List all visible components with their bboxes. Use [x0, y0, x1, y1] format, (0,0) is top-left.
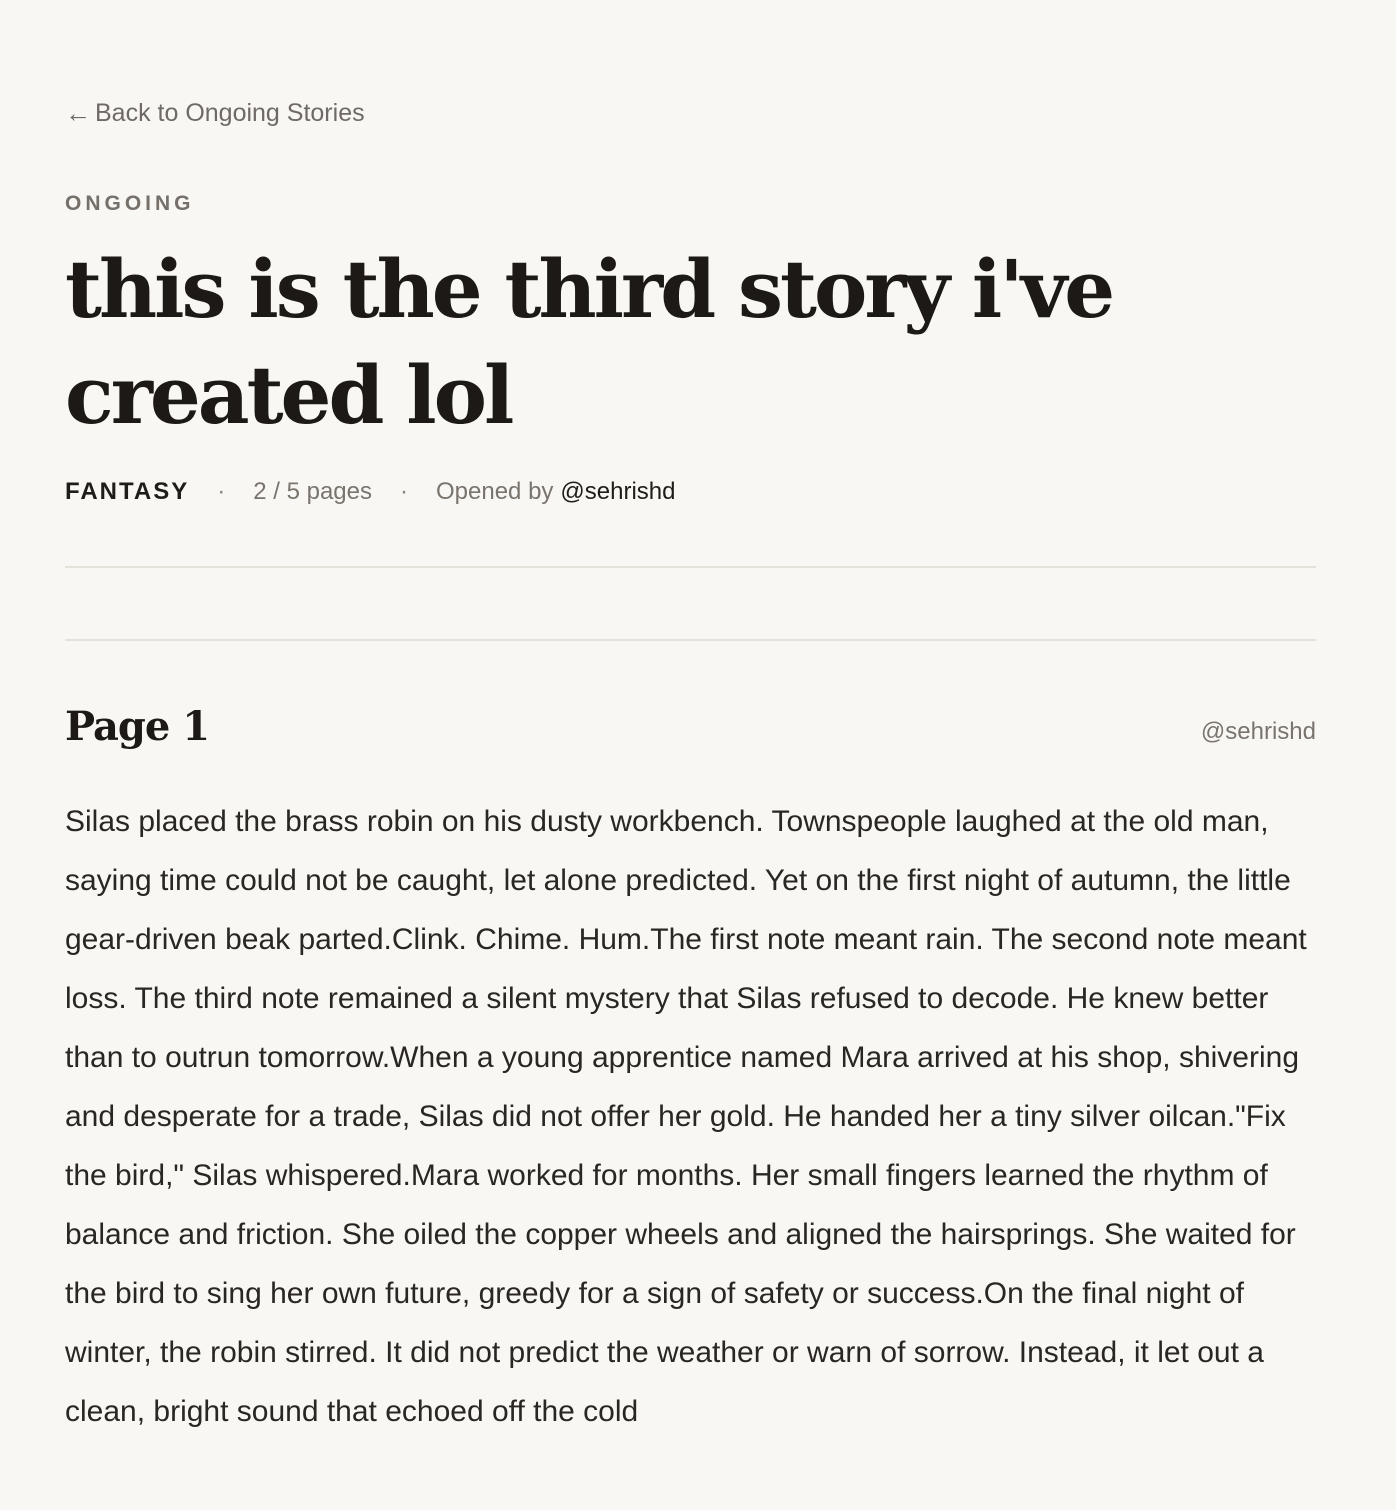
story-meta: [65, 474, 676, 510]
divider: [65, 566, 1316, 568]
page-body-text: Silas placed the brass robin on his dusty workbench. Townspeople laughed at the old man, saying time could not be caught, let alone predicted. Yet on the first night of autumn, the little gear-driven beak parted.Clink. Chime. Hum.The first note meant rain. The second note meant loss. The third note remained a silent mystery that Silas refused to decode. He knew better than to outrun tomorrow.When a young apprentice named Mara arrived at his shop, shivering and desperate for a trade, Silas did not offer her gold. He handed her a tiny silver oilcan."Fix the bird," Silas whispered.Mara worked for months. Her small fingers learned the rhythm of balance and friction. She oiled the copper wheels and aligned the hairsprings. She waited for the bird to sing her own future, greedy for a sign of safety or success.On the final night of winter, the robin stirred. It did not predict the weather or warn of sorrow. Instead, it let out a clean, bright sound that echoed off the cold: [65, 805, 1307, 1428]
story-status-label: ONGOING: [65, 192, 195, 215]
opened-by-label: Opened by: [436, 478, 554, 505]
arrow-left-icon: ←: [65, 98, 91, 128]
back-to-ongoing-stories-link[interactable]: [65, 96, 365, 130]
opened-by-handle-link[interactable]: @sehrishd: [560, 478, 676, 505]
divider: [65, 639, 1316, 641]
story-title: this is the third story i've created lol: [65, 242, 1113, 442]
meta-separator: ·: [400, 478, 408, 505]
genre-tag: FANTASY: [65, 478, 190, 505]
meta-separator: ·: [217, 478, 226, 505]
back-link-label: Back to Ongoing Stories: [95, 99, 365, 127]
page-heading: Page 1: [65, 703, 210, 750]
page-progress: 2 / 5 pages: [253, 478, 372, 505]
page-author-handle[interactable]: @sehrishd: [1200, 718, 1316, 745]
